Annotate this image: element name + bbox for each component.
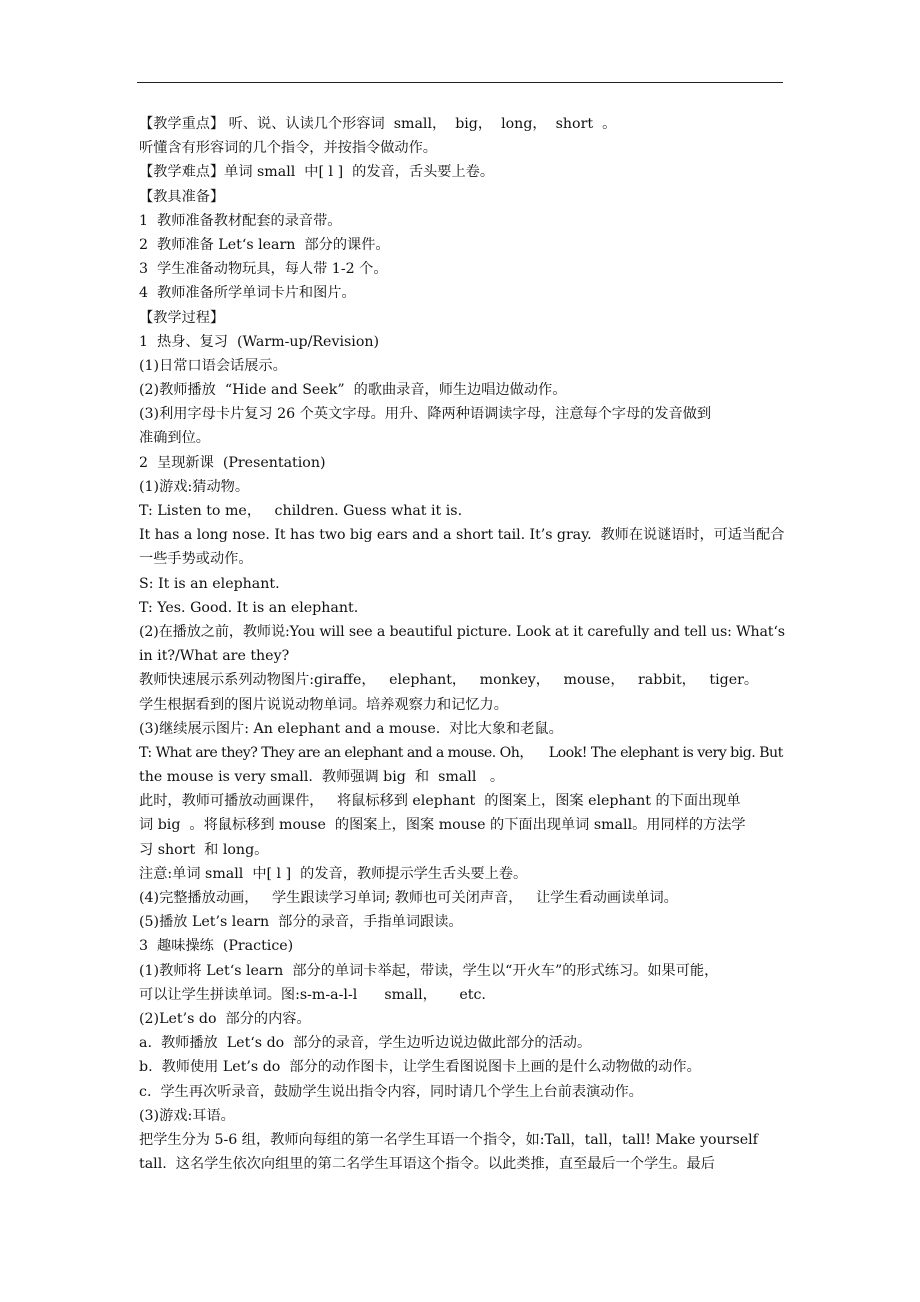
text-line: c. 学生再次听录音，鼓励学生说出指令内容，同时请几个学生上台前表演动作。 [139, 1083, 643, 1100]
text-line: 【教学难点】单词 small 中[ l ] 的发音，舌头要上卷。 [139, 164, 495, 181]
text-line: b. 教师使用 Let’s do 部分的动作图卡，让学生看图说图卡上画的是什么动物做的动作。 [139, 1059, 701, 1076]
text-line: 4 教师准备所学单词卡片和图片。 [139, 285, 356, 302]
text-line: 注意:单词 small 中[ l ] 的发音，教师提示学生舌头要上卷。 [139, 865, 528, 882]
text-line: (2)教师播放 “Hide and Seek” 的歌曲录音，师生边唱边做动作。 [139, 382, 567, 399]
text-line: (2)Let’s do 部分的内容。 [139, 1010, 311, 1027]
text-line: (3)利用字母卡片复习 26 个英文字母。用升、降两种语调读字母，注意每个字母的发音做到 [139, 406, 712, 423]
text-line: T: Listen to me， children. Guess what it is. [139, 503, 463, 519]
text-line: 一些手势或动作。 [139, 551, 253, 568]
document-body [139, 112, 785, 1176]
text-line: 1 热身、复习 (Warm-up/Revision) [139, 333, 380, 350]
text-line: 准确到位。 [139, 430, 210, 447]
text-line: 习 short 和 long。 [139, 841, 269, 858]
text-line: tall. 这名学生依次向组里的第二名学生耳语这个指令。以此类推，直至最后一个学生。最后 [139, 1156, 715, 1173]
text-line: 此时，教师可播放动画课件， 将鼠标移到 elephant 的图案上，图案 elephant 的下面出现单 [139, 793, 741, 810]
text-line: T: What are they? They are an elephant and a mouse. Oh， Look! The elephant is very big. But [139, 744, 783, 761]
text-line: 学生根据看到的图片说说动物单词。培养观察力和记忆力。 [139, 696, 508, 713]
text-line: 2 呈现新课 (Presentation) [139, 454, 326, 471]
text-line: 3 学生准备动物玩具，每人带 1-2 个。 [139, 261, 388, 278]
text-line: the mouse is very small. 教师强调 big 和 small 。 [139, 769, 505, 786]
text-line: 可以让学生拼读单词。图:s-m-a-l-l small， etc. [139, 986, 486, 1003]
text-line: 【教学过程】 [139, 309, 225, 326]
text-line: 3 趣味操练 (Practice) [139, 938, 294, 955]
text-line: (1)游戏:猜动物。 [139, 478, 250, 495]
text-line: 词 big 。将鼠标移到 mouse 的图案上，图案 mouse 的下面出现单词 small。用同样的方法学 [139, 817, 746, 834]
text-line: in it?/What are they? [139, 648, 290, 665]
text-line: 2 教师准备 Let‘s learn 部分的课件。 [139, 236, 390, 253]
text-line: 把学生分为 5-6 组，教师向每组的第一名学生耳语一个指令，如:Tall，tall，tall! Make yourself [139, 1131, 758, 1148]
text-line: 【教具准备】 [139, 188, 225, 205]
text-line: a. 教师播放 Let‘s do 部分的录音，学生边听边说边做此部分的活动。 [139, 1035, 592, 1052]
text-line: 1 教师准备教材配套的录音带。 [139, 212, 342, 229]
text-line: It has a long nose. It has two big ears and a short tail. It’s gray. 教师在说谜语时，可适当配合 [139, 527, 785, 544]
text-line: T: Yes. Good. It is an elephant. [139, 599, 359, 616]
text-line: S: It is an elephant. [139, 575, 280, 592]
text-line: (1)教师将 Let‘s learn 部分的单词卡举起，带读，学生以“开火车”的形式练习。如果可能， [139, 962, 719, 979]
text-line: 教师快速展示系列动物图片:giraffe， elephant， monkey， mouse， rabbit， tiger。 [139, 672, 759, 689]
text-line: 听懂含有形容词的几个指令，并按指令做动作。 [139, 140, 437, 157]
text-line: (4)完整播放动画， 学生跟读学习单词; 教师也可关闭声音， 让学生看动画读单词。 [139, 890, 678, 906]
text-line: (5)播放 Let’s learn 部分的录音，手指单词跟读。 [139, 914, 463, 931]
text-line: (1)日常口语会话展示。 [139, 357, 287, 374]
text-line: (2)在播放之前，教师说:You will see a beautiful picture. Look at it carefully and tell us: What‘s [139, 623, 785, 640]
text-line: 【教学重点】 听、说、认读几个形容词 small， big， long， short 。 [139, 116, 617, 132]
text-line: (3)继续展示图片: An elephant and a mouse. 对比大象和老鼠。 [139, 720, 563, 737]
text-line: (3)游戏:耳语。 [139, 1107, 235, 1124]
header-rule [137, 82, 783, 83]
